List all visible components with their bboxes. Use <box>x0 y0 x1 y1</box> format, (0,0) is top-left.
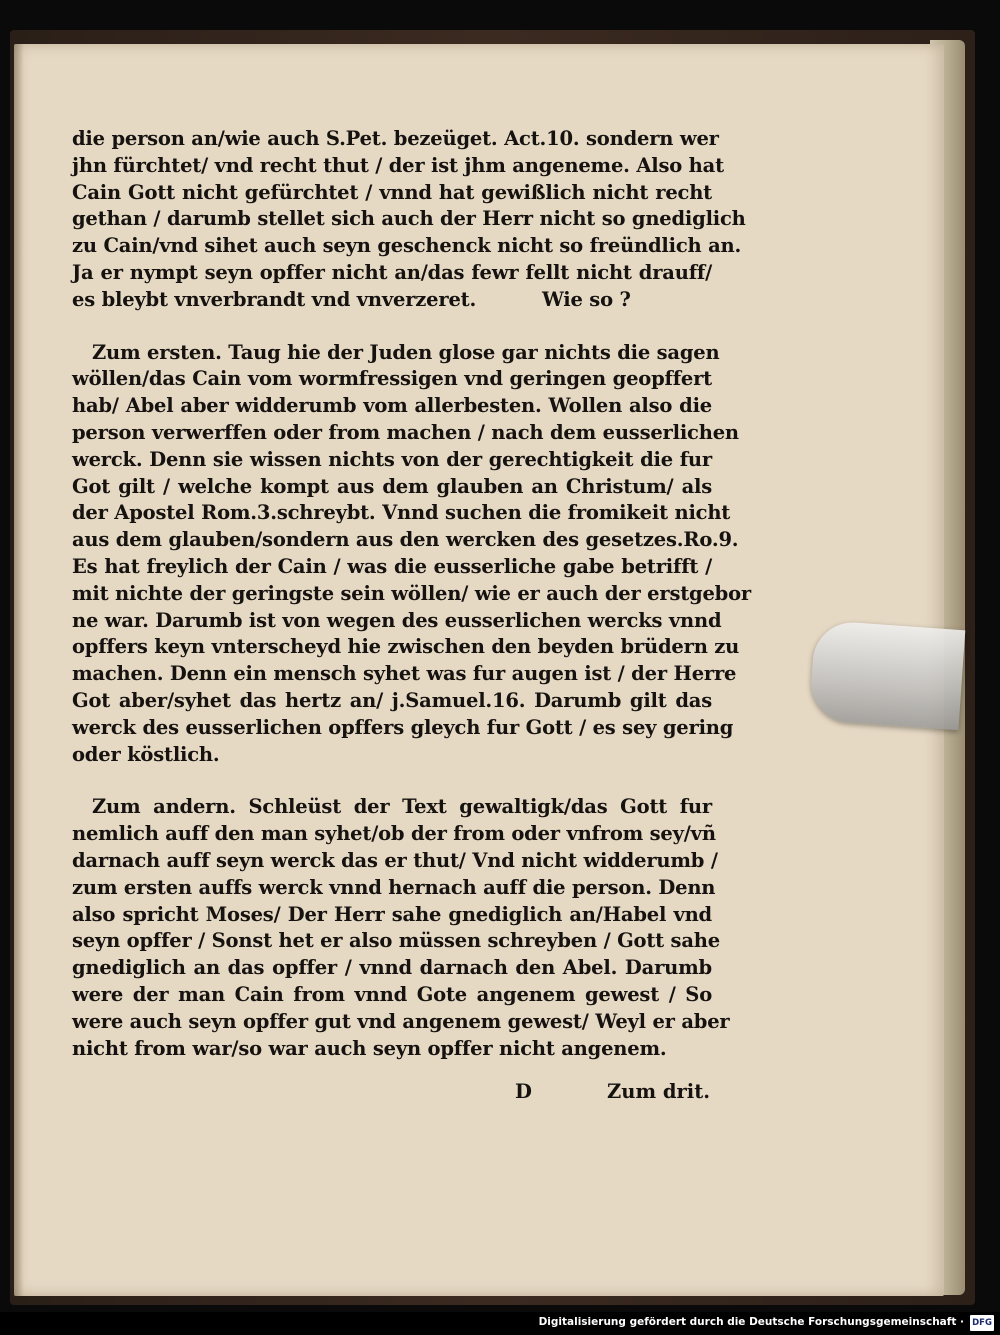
paragraph-1 <box>72 126 746 314</box>
signature-catchword-line <box>515 1080 710 1103</box>
text-line: Es hat freylich der Cain / was die eusserliche gabe betrifft / <box>72 554 712 578</box>
text-line: zum ersten auffs werck vnnd hernach auff die person. Denn <box>72 875 716 899</box>
text-line: Zum ersten. Taug hie der Juden glose gar nichts die sagen <box>92 340 720 364</box>
text-line: aus dem glauben/sondern aus den wercken des gesetzes.Ro.9. <box>72 528 739 552</box>
text-line: opffers keyn vnterscheyd hie zwischen den beyden brüdern zu <box>72 635 740 659</box>
text-line: wöllen/das Cain vom wormfressigen vnd geringen geopffert <box>72 367 712 391</box>
text-line: Cain Gott nicht gefürchtet / vnnd hat gewißlich nicht recht <box>72 180 712 204</box>
text-line: hab/ Abel aber widderumb vom allerbesten. Wollen also die <box>72 394 712 418</box>
text-line: ne war. Darumb ist von wegen des eusserlichen wercks vnnd <box>72 608 722 632</box>
text-line: oder köstlich. <box>72 742 220 766</box>
paragraph-3 <box>72 794 730 1062</box>
text-line: also spricht Moses/ Der Herr sahe gnediglich an/Habel vnd <box>72 902 712 926</box>
text-line: Got gilt / welche kompt aus dem glauben an Christum/ als <box>72 474 712 498</box>
text-line: darnach auff seyn werck das er thut/ Vnd nicht widderumb / <box>72 848 718 872</box>
text-line: werck. Denn sie wissen nichts von der gerechtigkeit die fur <box>72 447 712 471</box>
signature-mark: D <box>515 1080 532 1103</box>
text-line: zu Cain/vnd sihet auch seyn geschenck nicht so freündlich an. <box>72 234 742 258</box>
dfg-logo-icon: DFG <box>970 1315 994 1331</box>
text-line: jhn fürchtet/ vnd recht thut / der ist jhm angeneme. Also hat <box>72 153 724 177</box>
text-line: person verwerffen oder from machen / nach dem eusserlichen <box>72 420 739 444</box>
footer-credit: Digitalisierung gefördert durch die Deutsche Forschungsgemeinschaft · <box>538 1316 964 1328</box>
text-line: were der man Cain from vnnd Gote angenem gewest / So <box>72 982 712 1006</box>
text-line: gethan / darumb stellet sich auch der Herr nicht so gnediglich <box>72 207 746 231</box>
page-gutter-shadow <box>14 44 24 1296</box>
text-line: Ja er nympt seyn opffer nicht an/das fewr fellt nicht drauff/ <box>72 260 712 284</box>
text-line: nemlich auff den man syhet/ob der from oder vnfrom sey/vñ <box>72 822 716 846</box>
text-line: gnediglich an das opffer / vnnd darnach den Abel. Darumb <box>72 956 712 980</box>
page-clip-tab <box>809 620 966 730</box>
text-line: mit nichte der geringste sein wöllen/ wie er auch der erstgebor <box>72 581 751 605</box>
text-line: es bleybt vnverbrandt vnd vnverzeret. Wie so ? <box>72 287 631 311</box>
text-line: der Apostel Rom.3.schreybt. Vnnd suchen die fromikeit nicht <box>72 501 731 525</box>
text-line: seyn opffer / Sonst het er also müssen schreyben / Gott sahe <box>72 929 720 953</box>
text-line: die person an/wie auch S.Pet. bezeüget. Act.10. sondern wer <box>72 127 719 150</box>
text-line: machen. Denn ein mensch syhet was fur augen ist / der Herre <box>72 662 737 686</box>
text-line: werck des eusserlichen opffers gleych fur Gott / es sey gering <box>72 715 734 739</box>
page-text <box>72 126 751 1088</box>
text-line: were auch seyn opffer gut vnd angenem gewest/ Weyl er aber <box>72 1009 730 1033</box>
text-line: Zum andern. Schleüst der Text gewaltigk/das Gott fur <box>92 795 712 819</box>
text-line: Got aber/syhet das hertz an/ j.Samuel.16. Darumb gilt das <box>72 688 712 712</box>
paragraph-2 <box>72 340 751 769</box>
catchword: Zum drit. <box>607 1080 710 1103</box>
text-line: nicht from war/so war auch seyn opffer nicht angenem. <box>72 1036 667 1060</box>
